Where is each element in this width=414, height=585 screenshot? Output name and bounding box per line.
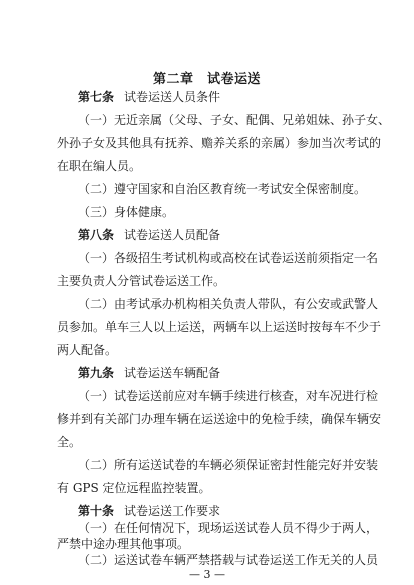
article-title: 试卷运送工作要求 (124, 504, 221, 518)
paragraph-line: 在职在编人员。 (57, 159, 142, 173)
paragraph-line: 两人配备。 (57, 343, 118, 357)
paragraph-line: 主要负责人分管试卷运送工作。 (57, 274, 226, 288)
article-heading-10 (78, 503, 220, 519)
article-number: 第八条 (78, 228, 115, 242)
paragraph-line: （一）无近亲属（父母、子女、配偶、兄弟姐妹、孙子女、 (78, 113, 391, 127)
paragraph-line: （一）试卷运送前应对车辆手续进行核查，对车况进行检 (78, 389, 379, 403)
article-title: 试卷运送车辆配备 (124, 366, 221, 380)
paragraph-line: 有 GPS 定位远程监控装置。 (57, 481, 211, 495)
paragraph-line: （二）运送试卷车辆严禁搭载与试卷运送工作无关的人员 (78, 553, 379, 567)
paragraph-line: 全。 (57, 435, 82, 449)
article-heading-9 (78, 365, 220, 381)
article-heading-8 (78, 227, 220, 243)
paragraph-line: （二）由考试承办机构相关负责人带队，有公安或武警人 (78, 297, 379, 311)
paragraph-line: （三）身体健康。 (78, 205, 175, 219)
article-title: 试卷运送人员配备 (124, 228, 221, 242)
page-number: — 3 — (189, 568, 225, 581)
article-number: 第十条 (78, 504, 115, 518)
paragraph-line: 严禁中途办理其他事项。 (57, 537, 190, 551)
article-number: 第七条 (78, 90, 115, 104)
article-heading-7 (78, 89, 220, 105)
chapter-title: 第二章 试卷运送 (152, 72, 261, 87)
paragraph-line: 外孙子女及其他具有抚养、赡养关系的亲属）参加当次考试的 (57, 136, 382, 150)
paragraph-line: （一）各级招生考试机构或高校在试卷运送前须指定一名 (78, 251, 379, 265)
paragraph-line: （二）所有运送试卷的车辆必须保证密封性能完好并安装 (78, 458, 379, 472)
article-title: 试卷运送人员条件 (124, 90, 221, 104)
article-number: 第九条 (78, 366, 115, 380)
paragraph-line: （二）遵守国家和自治区教育统一考试安全保密制度。 (78, 182, 367, 196)
paragraph-line: 员参加。单车三人以上运送，两辆车以上运送时按每车不少于 (57, 320, 382, 334)
paragraph-line: 修并到有关部门办理车辆在运送途中的免检手续，确保车辆安 (57, 412, 382, 426)
paragraph-line: （一）在任何情况下，现场运送试卷人员不得少于两人， (78, 521, 379, 535)
